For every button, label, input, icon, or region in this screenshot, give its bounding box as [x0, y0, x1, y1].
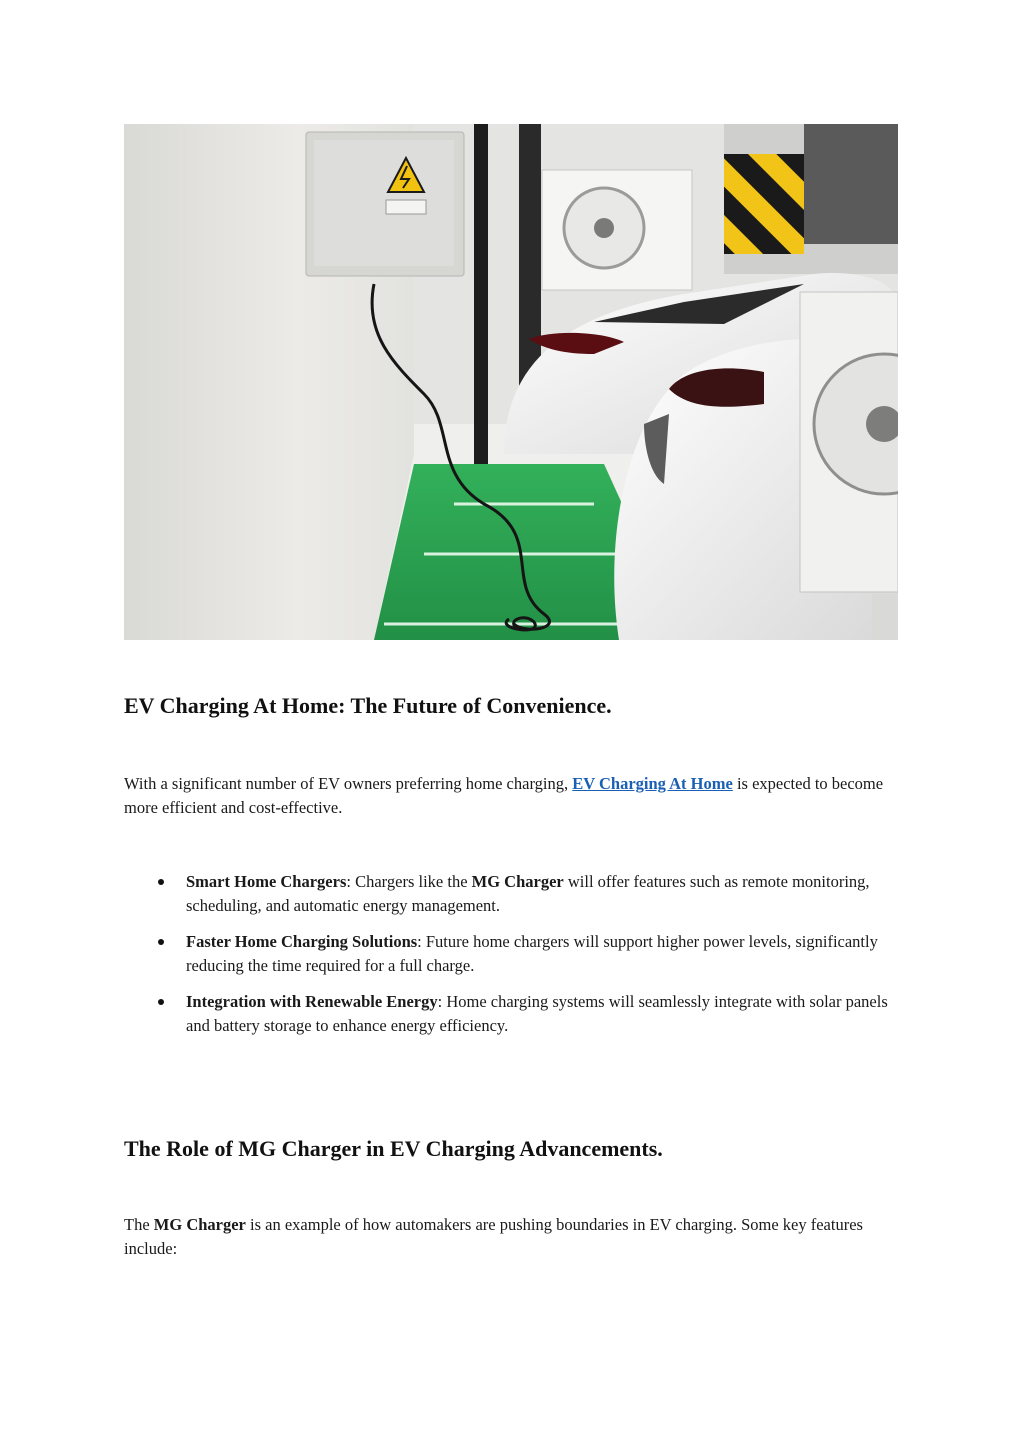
- list-item: [124, 930, 900, 978]
- bullet-title: Smart Home Chargers: [186, 872, 347, 891]
- bullet-title: Integration with Renewable Energy: [186, 992, 438, 1011]
- bullet-bold-text: MG Charger: [471, 872, 564, 891]
- bullet-text-continued: will offer features such as remote monitoring, scheduling, and automatic energy management.: [186, 872, 870, 915]
- bullet-icon: [158, 999, 164, 1005]
- bullet-text: : Home charging systems will seamlessly integrate with solar panels and battery storage to enhance energy efficiency.: [186, 992, 888, 1035]
- paragraph-text-after: is an example of how automakers are pushing boundaries in EV charging. Some key features include:: [124, 1215, 863, 1258]
- bullet-icon: [158, 879, 164, 885]
- intro-paragraph: [124, 772, 900, 820]
- ev-charging-garage-photo: [124, 124, 898, 640]
- section-heading-mg-charger-role: The Role of MG Charger in EV Charging Advancements.: [124, 1136, 663, 1161]
- mg-charger-paragraph: [124, 1213, 900, 1261]
- paragraph-bold-text: MG Charger: [153, 1215, 246, 1234]
- features-bullet-list: [124, 870, 900, 1038]
- intro-text-after: is expected to become more efficient and cost-effective.: [124, 774, 884, 817]
- list-item: [124, 990, 900, 1038]
- photo-illustration: [124, 124, 898, 640]
- bullet-text: : Chargers like the: [346, 872, 472, 891]
- intro-text-before: With a significant number of EV owners preferring home charging,: [124, 774, 573, 793]
- list-item: [124, 870, 900, 918]
- bullet-text: : Future home chargers will support higher power levels, significantly reducing the time required for a full charge.: [186, 932, 878, 975]
- paragraph-text-before: The: [124, 1215, 154, 1234]
- bullet-title: Faster Home Charging Solutions: [186, 932, 418, 951]
- ev-charging-at-home-link[interactable]: EV Charging At Home: [572, 774, 733, 793]
- section-heading-ev-charging-at-home: EV Charging At Home: The Future of Convenience.: [124, 693, 612, 718]
- bullet-icon: [158, 939, 164, 945]
